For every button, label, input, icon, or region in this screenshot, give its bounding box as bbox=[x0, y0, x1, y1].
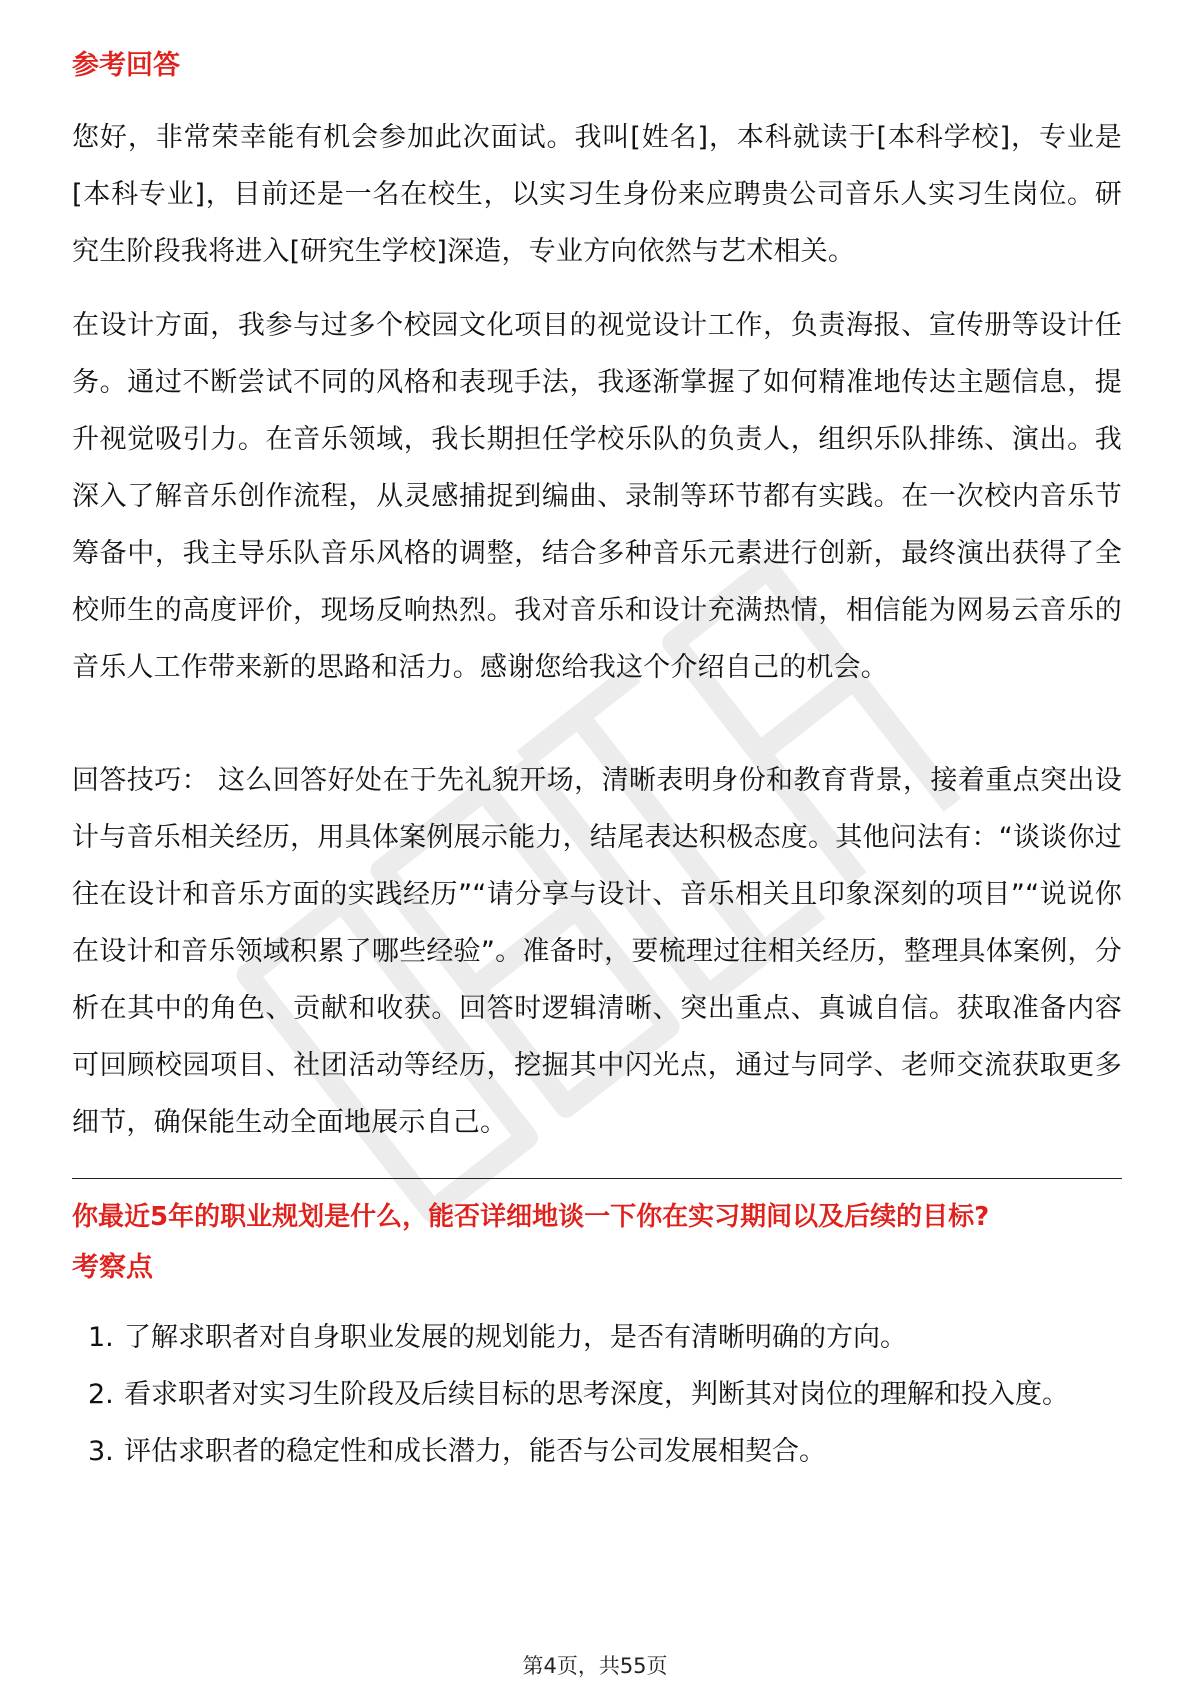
assessment-points-list bbox=[72, 1309, 1122, 1480]
list-item-number: 3. bbox=[88, 1436, 114, 1467]
list-item bbox=[72, 1309, 1122, 1366]
section-divider bbox=[72, 1178, 1122, 1179]
list-item bbox=[72, 1423, 1122, 1480]
list-item bbox=[72, 1366, 1122, 1423]
page-number: 第4页，共55页 bbox=[522, 1654, 668, 1678]
list-item-number: 1. bbox=[88, 1322, 114, 1353]
assessment-heading: 考察点 bbox=[72, 1252, 153, 1283]
list-item-text: 了解求职者对自身职业发展的规划能力，是否有清晰明确的方向。 bbox=[124, 1322, 907, 1353]
answer-tips-paragraph: 回答技巧： 这么回答好处在于先礼貌开场，清晰表明身份和教育背景，接着重点突出设计与音乐相关经历，用具体案例展示能力，结尾表达积极态度。其他问法有：“谈谈你过往在设计和音乐方面的实践经历”“请分享与设计、音乐相关且印象深刻的项目”“说说你在设计和音乐领域积累了哪些经验”。准备时，要梳理过往相关经历，整理具体案例，分析在其中的角色、贡献和收获。回答时逻辑清晰、突出重点、真诚自信。获取准备内容可回顾校园项目、社团活动等经历，挖掘其中闪光点，通过与同学、老师交流获取更多细节，确保能生动全面地展示自己。 bbox=[72, 765, 1122, 1138]
answer-paragraph-intro: 您好，非常荣幸能有机会参加此次面试。我叫[姓名]，本科就读于[本科学校]，专业是[本科专业]，目前还是一名在校生，以实习生身份来应聘贵公司音乐人实习生岗位。研究生阶段我将进入[研究生学校]深造，专业方向依然与艺术相关。 bbox=[72, 122, 1122, 267]
list-item-text: 评估求职者的稳定性和成长潜力，能否与公司发展相契合。 bbox=[124, 1436, 826, 1467]
list-item-text: 看求职者对实习生阶段及后续目标的思考深度，判断其对岗位的理解和投入度。 bbox=[124, 1379, 1069, 1410]
interview-question: 你最近5年的职业规划是什么，能否详细地谈一下你在实习期间以及后续的目标? bbox=[72, 1202, 990, 1232]
answer-paragraph-experience: 在设计方面，我参与过多个校园文化项目的视觉设计工作，负责海报、宣传册等设计任务。通过不断尝试不同的风格和表现手法，我逐渐掌握了如何精准地传达主题信息，提升视觉吸引力。在音乐领域，我长期担任学校乐队的负责人，组织乐队排练、演出。我深入了解音乐创作流程，从灵感捕捉到编曲、录制等环节都有实践。在一次校内音乐节筹备中，我主导乐队音乐风格的调整，结合多种音乐元素进行创新，最终演出获得了全校师生的高度评价，现场反响热烈。我对音乐和设计充满热情，相信能为网易云音乐的音乐人工作带来新的思路和活力。感谢您给我这个介绍自己的机会。 bbox=[72, 310, 1122, 683]
list-item-number: 2. bbox=[88, 1379, 114, 1410]
answer-heading: 参考回答 bbox=[72, 50, 180, 81]
